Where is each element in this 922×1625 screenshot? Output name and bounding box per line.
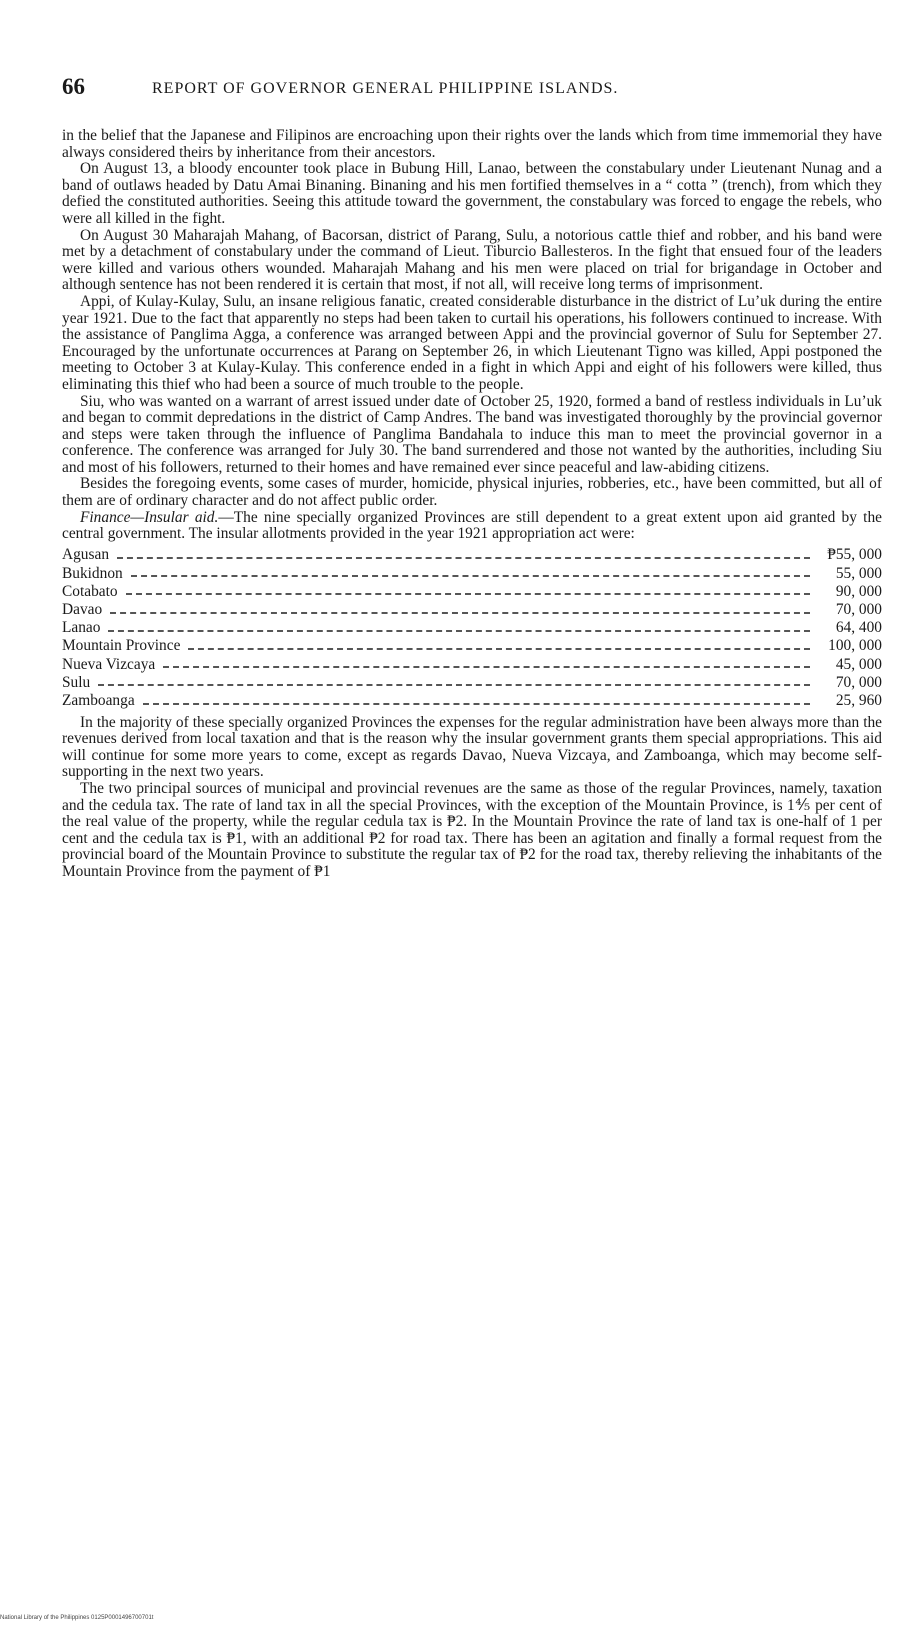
allotment-row	[62, 619, 882, 637]
dot-leader	[110, 612, 810, 614]
dot-leader	[131, 575, 810, 577]
allotment-amount: 90, 000	[835, 582, 882, 600]
page-header	[62, 74, 822, 104]
province-name: Davao	[62, 601, 103, 618]
finance-intro-text: —The nine specially organized Provinces are still dependent to a great extent upon aid granted by the central government. The insular allotments provided in the year 1921 appropriation act were:	[62, 508, 882, 543]
allotment-amount: 45, 000	[835, 655, 882, 673]
dot-leader	[98, 684, 810, 686]
allotment-row	[62, 691, 882, 709]
finance-heading: Finance—Insular aid.	[80, 508, 219, 526]
allotment-row	[62, 564, 882, 582]
dot-leader	[143, 703, 810, 705]
paragraph-continued: in the belief that the Japanese and Filipinos are encroaching upon their rights over the lands which from time immemorial they have always considered theirs by inheritance from their ancestors.	[62, 127, 882, 161]
dot-leader	[117, 557, 810, 559]
allotment-amount: 55, 000	[835, 564, 882, 582]
paragraph-maharajah-mahang: On August 30 Maharajah Mahang, of Bacorsan, district of Parang, Sulu, a notorious cattle thief and robber, and his band were met by a detachment of constabulary under the command of Lieut. Tiburcio Ballesteros. In the fight that ensued four of the leaders were killed and various others wounded. Maharajah Mahang and his men were placed on trial for brigandage in October and although sentence has not been rendered it is certain that most, if not all, will receive long terms of imprisonment.	[62, 226, 882, 294]
allotment-row	[62, 546, 882, 564]
allotment-row	[62, 600, 882, 618]
allotment-amount: 25, 960	[835, 691, 882, 709]
paragraph-other-cases: Besides the foregoing events, some cases of murder, homicide, physical injuries, robberies, etc., have been committed, but all of them are of ordinary character and do not affect public order.	[62, 475, 882, 510]
paragraph-revenues: The two principal sources of municipal and provincial revenues are the same as those of the regular Provinces, namely, taxation and the cedula tax. The rate of land tax in all the special Provinces, with the exception of the Mountain Province, is 1⅘ per cent of the real value of the property, while the regular cedula tax is ₱2. In the Mountain Province the rate of land tax is one-half of 1 per cent and the cedula tax is ₱1, with an additional ₱2 for road tax. There has been an agitation and finally a formal request from the provincial board of the Mountain Province to substitute the regular tax of ₱2 for the road tax, thereby relieving the inhabitants of the Mountain Province from the payment of ₱1	[62, 779, 882, 880]
dot-leader	[108, 630, 810, 632]
page-number: 66	[62, 74, 85, 99]
province-name: Sulu	[62, 673, 91, 691]
province-name: Cotabato	[62, 582, 118, 600]
scan-footer: National Library of the Philippines 0125P0001496700701t	[0, 1615, 154, 1621]
allotment-amount: 100, 000	[828, 637, 882, 655]
allotment-row	[62, 673, 882, 691]
province-name: Mountain Province	[62, 637, 181, 655]
dot-leader	[163, 666, 810, 668]
paragraph-appi: Appi, of Kulay-Kulay, Sulu, an insane religious fanatic, created considerable disturbance in the district of Lu’uk during the entire year 1921. Due to the fact that apparently no steps had been taken to curtail his operations, his followers continued to increase. With the assistance of Panglima Agga, a conference was arranged between Appi and the provincial governor of Sulu for September 27. Encouraged by the unfortunate occurrences at Parang on September 26, in which Lieutenant Tigno was killed, Appi postponed the meeting to October 3 at Kulay-Kulay. This conference ended in a fight in which Appi and eight of his followers were killed, thus eliminating this thief who had been a source of much trouble to the people.	[62, 292, 882, 393]
allotment-row	[62, 655, 882, 673]
allotment-amount: ₱55, 000	[827, 546, 882, 564]
paragraph-finance-intro	[62, 510, 882, 543]
allotments-table	[62, 546, 882, 710]
body-text	[62, 128, 882, 880]
paragraph-bubung-hill: On August 13, a bloody encounter took place in Bubung Hill, Lanao, between the constabulary under Lieutenant Nunag and a band of outlaws headed by Datu Amai Binaning. Binaning and his men fortified themselves in a “ cotta ” (trench), from which they defied the constituted authorities. Seeing this attitude toward the government, the constabulary was forced to engage the rebels, who were all killed in the fight.	[62, 160, 882, 227]
province-name: Agusan	[62, 546, 110, 564]
allotment-amount: 70, 000	[835, 673, 882, 691]
paragraph-expenses: In the majority of these specially organized Provinces the expenses for the regular administration have been always more than the revenues derived from local taxation and that is the reason why the insular government grants them special appropriations. This aid will continue for some more years to come, except as regards Davao, Nueva Vizcaya, and Zamboanga, which may become self-supporting in the next two years.	[62, 713, 882, 781]
province-name: Bukidnon	[62, 564, 123, 582]
running-head: REPORT OF GOVERNOR GENERAL PHILIPPINE ISLANDS.	[152, 80, 619, 97]
allotment-amount: 64, 400	[835, 619, 882, 637]
province-name: Lanao	[62, 619, 101, 637]
allotment-row	[62, 582, 882, 600]
province-name: Nueva Vizcaya	[62, 655, 156, 673]
dot-leader	[188, 648, 810, 650]
allotment-amount: 70, 000	[835, 601, 882, 618]
dot-leader	[126, 593, 810, 595]
province-name: Zamboanga	[62, 691, 135, 709]
allotment-row	[62, 637, 882, 655]
paragraph-siu: Siu, who was wanted on a warrant of arrest issued under date of October 25, 1920, formed a band of restless individuals in Lu’uk and began to commit depredations in the district of Camp Andres. The band was investigated thoroughly by the provincial governor and steps were taken through the influence of Panglima Bandahala to induce this man to meet the provincial governor in a conference. The conference was arranged for July 30. The band surrendered and those not wanted by the authorities, including Siu and most of his followers, returned to their homes and have remained ever since peaceful and law-abiding citizens.	[62, 392, 882, 476]
